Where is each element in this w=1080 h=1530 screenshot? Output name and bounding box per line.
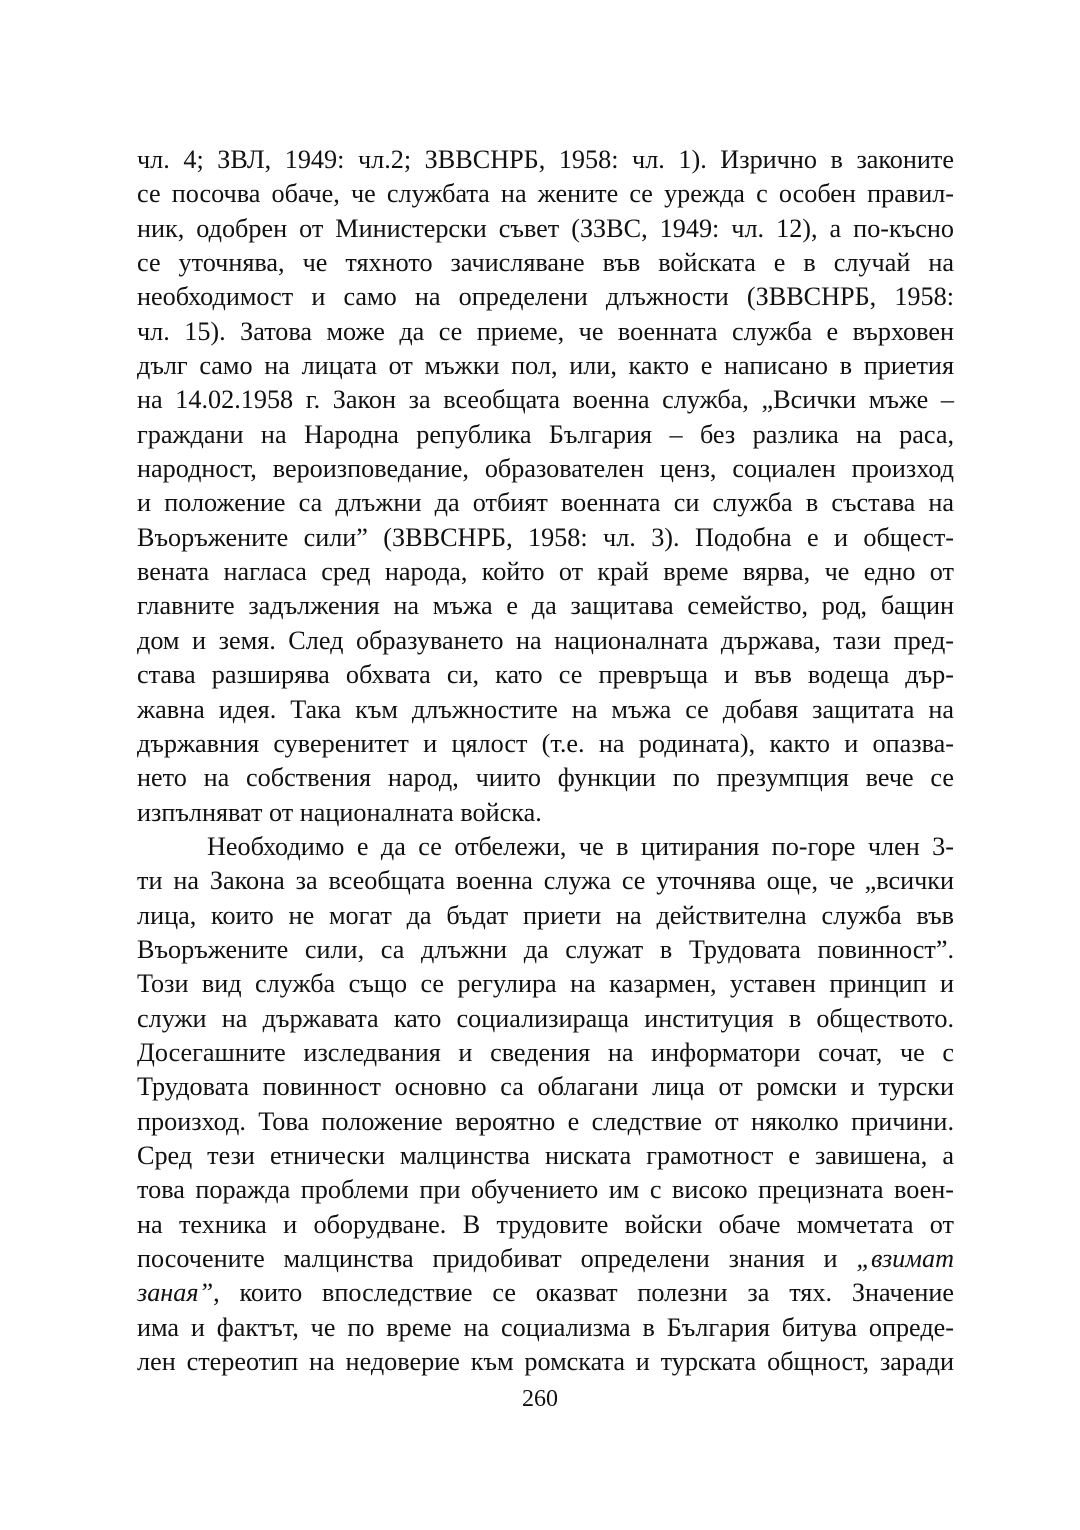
text-line: на 14.02.1958 г. Закон за всеобщата военна служба, „Всички мъже – xyxy=(137,385,954,415)
body-text xyxy=(137,143,954,1379)
text-line: има и фактът, че по време на социализма в България битува опреде- xyxy=(137,1312,954,1342)
text-line: Досегашните изследвания и сведения на информатори сочат, че с xyxy=(137,1037,954,1067)
text-line: Въоръжените сили” (ЗВВСНРБ, 1958: чл. 3). Подобна е и общест- xyxy=(137,522,954,552)
text-line: Този вид служба също се регулира на казармен, уставен принцип и xyxy=(137,969,954,999)
text-line: на техника и оборудване. В трудовите войски обаче момчетата от xyxy=(137,1209,954,1239)
text-line-with-italic xyxy=(137,1276,954,1310)
text-line: ти на Закона за всеобщата военна служа се уточнява още, че „всички xyxy=(137,866,954,896)
text-line: нето на собствения народ, чиито функции по презумпция вече се xyxy=(137,763,954,793)
text-line: народност, вероизповедание, образователен ценз, социален произход xyxy=(137,454,954,484)
text-line: дълг само на лицата от мъжки пол, или, както е написано в приетия xyxy=(137,351,954,381)
text-line: Трудовата повинност основно са облагани лица от ромски и турски xyxy=(137,1072,954,1102)
italic-quote: „взимат xyxy=(856,1244,954,1273)
text-line: главните задължения на мъжа е да защитава семейство, род, бащин xyxy=(137,591,954,621)
text-line: лен стереотип на недоверие към ромската и турската общност, заради xyxy=(137,1347,954,1377)
text-line: служи на държавата като социализираща институция в обществото. xyxy=(137,1003,954,1033)
text-line-with-italic xyxy=(137,1242,954,1276)
text-line: вената нагласа сред народа, който от край време вярва, че едно от xyxy=(137,557,954,587)
text-line: това поражда проблеми при обучението им с високо прецизната воен- xyxy=(137,1175,954,1205)
text-line: граждани на Народна република България – без разлика на раса, xyxy=(137,419,954,449)
text-line: и положение са длъжни да отбият военната си служба в състава на xyxy=(137,488,954,518)
text-segment: , които впоследствие се оказват полезни за тях. Значение xyxy=(213,1278,954,1308)
italic-quote: заная” xyxy=(137,1278,214,1308)
paragraph-end-line: изпълняват от националната войска. xyxy=(137,797,542,827)
text-line: лица, които не могат да бъдат приети на действителна служба във xyxy=(137,900,954,930)
text-line: Въоръжените сили, са длъжни да служат в Трудовата повинност”. xyxy=(137,934,954,964)
paragraph-start-line: Необходимо е да се отбележи, че в цитирания по-горе член 3- xyxy=(207,831,954,861)
page-number: 260 xyxy=(522,1386,558,1412)
text-line: чл. 4; ЗВЛ, 1949: чл.2; ЗВВСНРБ, 1958: чл. 1). Изрично в законите xyxy=(137,145,954,174)
text-line: Сред тези етнически малцинства ниската грамотност е завишена, а xyxy=(137,1140,954,1170)
text-segment: посочените малцинства придобиват определени знания и xyxy=(137,1244,857,1273)
text-line: необходимост и само на определени длъжности (ЗВВСНРБ, 1958: xyxy=(137,282,954,312)
text-line: чл. 15). Затова може да се приеме, че военната служба е върховен xyxy=(137,316,954,346)
text-line: дом и земя. След образуването на националната държава, тази пред- xyxy=(137,625,954,655)
text-line: се уточнява, че тяхното зачисляване във войската е в случай на xyxy=(137,248,954,278)
text-line: държавния суверенитет и цялост (т.е. на родината), както и опазва- xyxy=(137,728,954,758)
text-line: произход. Това положение вероятно е следствие от няколко причини. xyxy=(137,1106,954,1136)
text-line: жавна идея. Така към длъжностите на мъжа се добавя защитата на xyxy=(137,694,954,724)
text-line: ник, одобрен от Министерски съвет (ЗЗВС, 1949: чл. 12), а по-късно xyxy=(137,213,954,243)
text-line: става разширява обхвата си, като се превръща и във водеща дър- xyxy=(137,660,954,690)
text-line: се посочва обаче, че службата на жените се урежда с особен правил- xyxy=(137,179,954,209)
